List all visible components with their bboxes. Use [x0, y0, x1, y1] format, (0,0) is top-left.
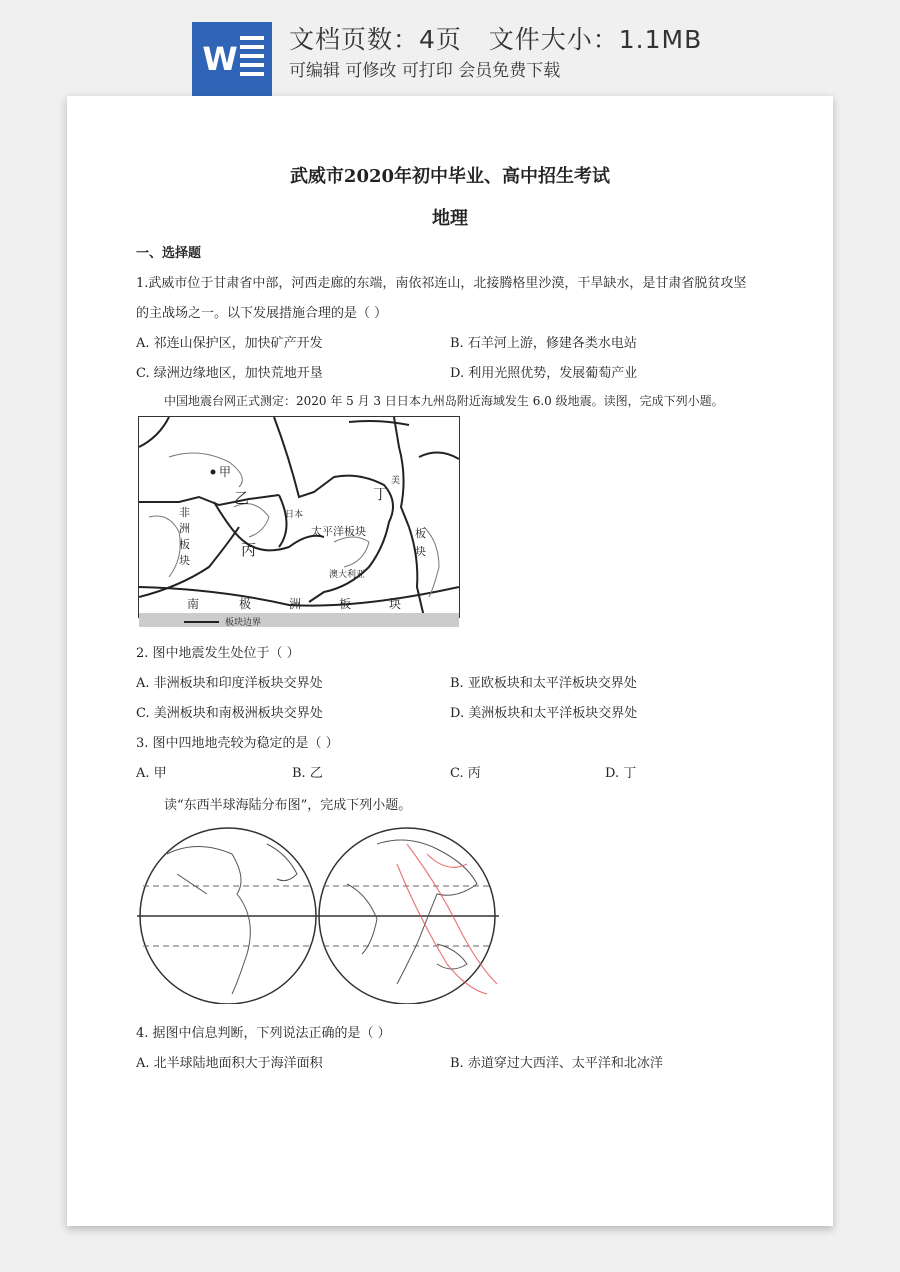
q1-stem-line2: 的主战场之一。以下发展措施合理的是（ ） — [136, 306, 388, 321]
q3-option-d: D. 丁 — [605, 766, 637, 781]
q1-option-b: B. 石羊河上游，修建各类水电站 — [450, 336, 637, 351]
download-banner — [0, 0, 900, 96]
q2-stem: 2. 图中地震发生处位于（ ） — [136, 646, 300, 661]
map-label-antarctic-4: 板 — [339, 597, 352, 611]
q3-option-b: B. 乙 — [292, 766, 323, 781]
map-label-antarctic-1: 南 — [187, 597, 200, 611]
plate-tectonics-map — [138, 416, 460, 628]
map-legend-boundary: 板块边界 — [225, 618, 262, 628]
q4-option-b: B. 赤道穿过大西洋、太平洋和北冰洋 — [450, 1056, 663, 1071]
q3-stem: 3. 图中四地地壳较为稳定的是（ ） — [136, 736, 339, 751]
map-label-antarctic-3: 洲 — [289, 597, 302, 611]
q1-option-d: D. 利用光照优势，发展葡萄产业 — [450, 366, 638, 381]
q2-option-a: A. 非洲板块和印度洋板块交界处 — [136, 676, 323, 691]
q1-option-c: C. 绿洲边缘地区，加快荒地开垦 — [136, 366, 323, 381]
q3-option-a: A. 甲 — [136, 766, 167, 781]
map-label-australia: 澳大利亚 — [329, 570, 366, 580]
file-info-subtitle: 可编辑 可修改 可打印 会员免费下载 — [289, 61, 561, 81]
map-label-japan: 日本 — [285, 510, 304, 520]
hemispheres-map — [137, 824, 507, 1004]
map-label-ding: 丁 — [373, 485, 389, 503]
word-doc-icon: W — [192, 22, 272, 96]
q1-stem-line1: 1.武威市位于甘肃省中部，河西走廊的东端，南依祁连山，北接腾格里沙漠，干旱缺水，是甘肃省脱贫攻坚 — [136, 276, 747, 291]
map-label-jia: 甲 — [219, 465, 232, 479]
map-label-pacific-plate: 太平洋板块 — [311, 525, 366, 538]
q4-option-a: A. 北半球陆地面积大于海洋面积 — [136, 1056, 323, 1071]
section-heading: 一、选择题 — [136, 246, 202, 261]
map-label-antarctic-2: 极 — [239, 597, 252, 611]
q2-intro: 中国地震台网正式测定：2020 年 5 月 3 日日本九州岛附近海域发生 6.0 级地震。读图，完成下列小题。 — [164, 394, 724, 408]
q1-option-a: A. 祁连山保护区，加快矿产开发 — [136, 336, 323, 351]
map-label-bing: 丙 — [241, 541, 257, 559]
map-label-yi: 乙 — [234, 489, 250, 507]
q4-intro: 读“东西半球海陆分布图”，完成下列小题。 — [164, 798, 412, 813]
q4-stem: 4. 据图中信息判断，下列说法正确的是（ ） — [136, 1026, 391, 1041]
file-info-title: 文档页数：4页 文件大小：1.1MB — [289, 25, 703, 54]
map-label-plate-east: 板块 — [415, 527, 426, 558]
document-page — [67, 96, 833, 1226]
map-label-usa: 美 — [391, 476, 401, 486]
q3-option-c: C. 丙 — [450, 766, 481, 781]
q2-option-d: D. 美洲板块和太平洋板块交界处 — [450, 706, 638, 721]
q2-option-c: C. 美洲板块和南极洲板块交界处 — [136, 706, 323, 721]
map-label-antarctic-5: 块 — [389, 597, 402, 611]
exam-subject: 地理 — [432, 208, 468, 229]
map-label-africa-plate: 非洲板块 — [179, 506, 190, 567]
exam-title: 武威市2020年初中毕业、高中招生考试 — [289, 166, 611, 187]
q2-option-b: B. 亚欧板块和太平洋板块交界处 — [450, 676, 637, 691]
